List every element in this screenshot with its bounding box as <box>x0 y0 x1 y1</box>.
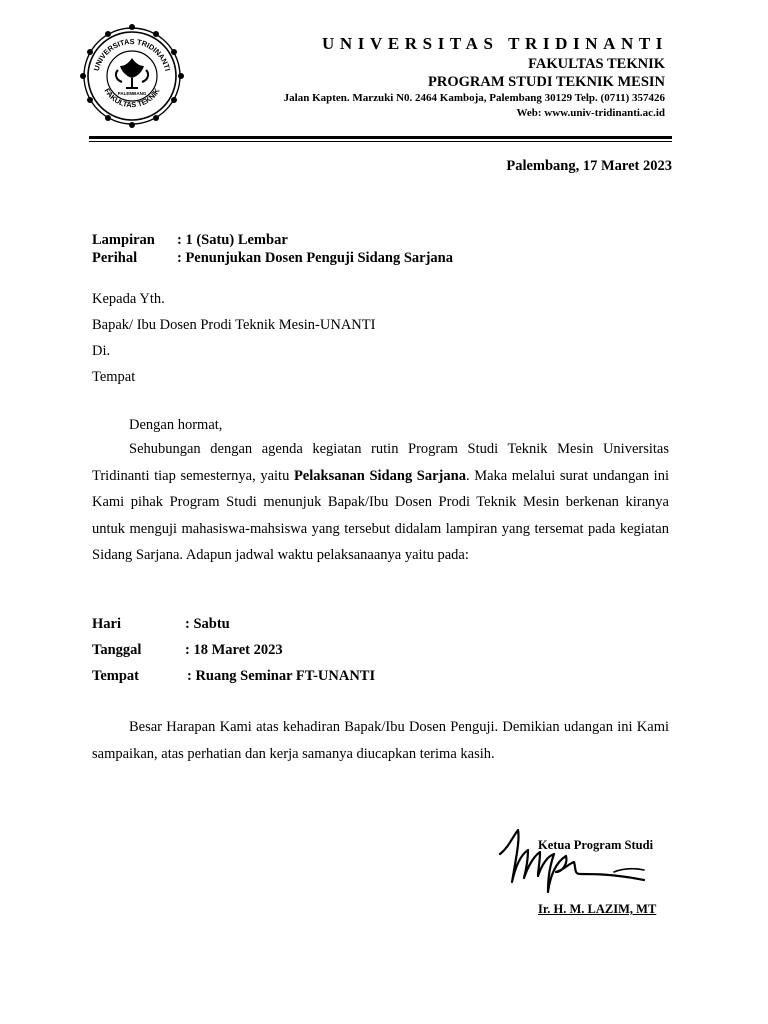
signatory-name: Ir. H. M. LAZIM, MT <box>538 902 657 916</box>
letter-date: Palembang, 17 Maret 2023 <box>506 158 672 174</box>
faculty-name: FAKULTAS TEKNIK <box>528 56 665 72</box>
program-name: PROGRAM STUDI TEKNIK MESIN <box>428 74 665 90</box>
university-seal-logo <box>78 22 186 130</box>
schedule-value-place: : Ruang Seminar FT-UNANTI <box>187 668 376 684</box>
university-name: UNIVERSITAS TRIDINANTI <box>322 34 668 53</box>
letterhead-divider-thick <box>89 136 672 139</box>
recipient-line-3: Di. <box>92 343 111 359</box>
paragraph-text-1: Sehubungan dengan agenda kegiatan rutin Program Studi Teknik Mesin Universitas Tridinanti tiap semesternya, yaitu <box>92 441 669 484</box>
letterhead-divider-thin <box>89 141 672 142</box>
schedule-label-place: Tempat <box>92 668 139 684</box>
signatory-title: Ketua Program Studi <box>538 838 654 852</box>
lampiran-label: Lampiran <box>92 232 155 248</box>
schedule-value-date: : 18 Maret 2023 <box>185 642 283 658</box>
greeting: Dengan hormat, <box>129 417 223 433</box>
website-line: Web: www.univ-tridinanti.ac.id <box>516 107 665 119</box>
recipient-line-1: Kepada Yth. <box>92 291 165 307</box>
paragraph-emphasis: Pelaksanan Sidang Sarjana <box>293 467 466 484</box>
schedule-label-day: Hari <box>92 616 121 632</box>
handwritten-signature <box>494 818 664 898</box>
recipient-line-2: Bapak/ Ibu Dosen Prodi Teknik Mesin-UNANTI <box>92 317 376 333</box>
svg-text:PALEMBANG: PALEMBANG <box>117 91 147 96</box>
perihal-label: Perihal <box>92 250 138 266</box>
lampiran-value: : 1 (Satu) Lembar <box>177 232 288 248</box>
closing-paragraph: Besar Harapan Kami atas kehadiran Bapak/Ibu Dosen Penguji. Demikian udangan ini Kami sampaikan, atas perhatian dan kerja samanya diucapkan terima kasih. <box>92 719 669 762</box>
address-line: Jalan Kapten. Marzuki N0. 2464 Kamboja, Palembang 30129 Telp. (0711) 357426 <box>283 92 665 104</box>
body-paragraph <box>92 436 669 569</box>
perihal-value: : Penunjukan Dosen Penguji Sidang Sarjana <box>177 250 453 266</box>
recipient-line-4: Tempat <box>92 369 136 385</box>
svg-text:UNIVERSITAS TRIDINANTI: UNIVERSITAS TRIDINANTI <box>91 36 173 72</box>
schedule-label-date: Tanggal <box>92 642 142 658</box>
svg-text:FAKULTAS TEKNIK: FAKULTAS TEKNIK <box>102 86 162 110</box>
paragraph-text-2: . Maka melalui surat undangan ini Kami pihak Program Studi menunjuk Bapak/Ibu Dosen Prodi Teknik Mesin berkenan kiranya untuk menguji mahasiswa-mahsiswa yang tersebut didalam lampiran yang tersemat pada kegiatan Sidang Sarjana. Adapun jadwal waktu pelaksanaanya yaitu pada: <box>92 467 669 564</box>
schedule-value-day: : Sabtu <box>185 616 230 632</box>
